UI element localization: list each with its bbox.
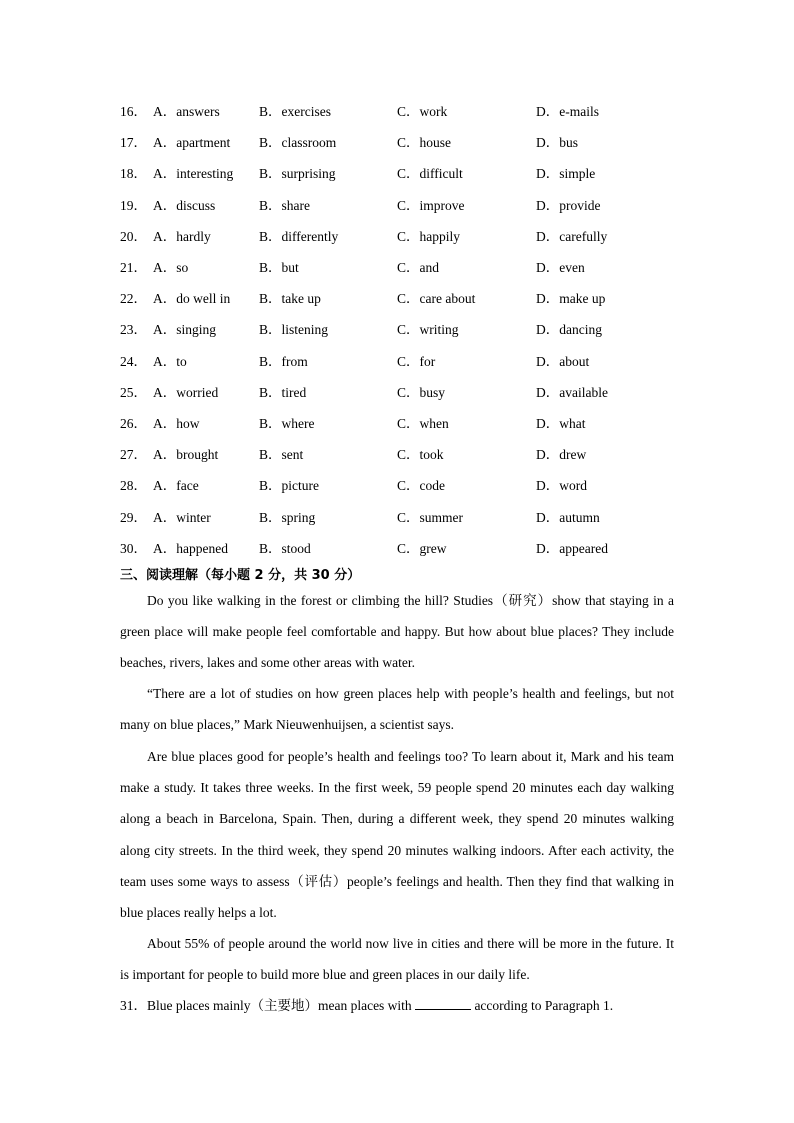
option-c[interactable]: C．work [397, 104, 448, 119]
option-c[interactable]: C．house [397, 135, 451, 151]
question-number: 24． [120, 353, 147, 369]
option-b[interactable]: B．sent [259, 447, 304, 463]
option-a[interactable]: A．happened [153, 540, 228, 556]
option-c[interactable]: C．for [397, 353, 436, 369]
option-b[interactable]: B．share [259, 197, 310, 213]
option-d[interactable]: D．e-mails [536, 104, 599, 119]
question-number: 27． [120, 447, 147, 463]
question-number: 29． [120, 509, 147, 525]
question-number: 17． [120, 135, 147, 151]
option-c[interactable]: C．when [397, 416, 449, 431]
question-number: 23． [120, 322, 147, 338]
option-c[interactable]: C．and [397, 260, 439, 275]
option-d[interactable]: D．simple [536, 166, 596, 182]
option-d[interactable]: D．even [536, 260, 585, 275]
option-b[interactable]: B．differently [259, 228, 339, 244]
option-d[interactable]: D．dancing [536, 322, 602, 338]
question-number: 22． [120, 291, 147, 307]
answer-blank[interactable] [415, 996, 471, 1010]
option-b[interactable]: B．surprising [259, 166, 336, 182]
passage-paragraph-3: Are blue places good for people’s health and feelings too? To learn about it, Mark and his team make a study. It takes three weeks. In the first week, 59 people spend 20 minutes each day walking along a beach in Barcelona, Spain. Then, during a different week, they spend 20 minutes walking along city streets. In the third week, they spend 20 minutes walking indoors. After each activity, the team uses some ways to assess（评估）people’s feelings and health. Then they find that walking in blue places really helps a lot. [120, 749, 674, 921]
question-number: 19． [120, 197, 147, 213]
option-d[interactable]: D．what [536, 416, 586, 431]
option-d[interactable]: D．provide [536, 197, 601, 213]
option-c[interactable]: C．happily [397, 228, 460, 244]
option-d[interactable]: D．word [536, 478, 587, 494]
option-a[interactable]: A．worried [153, 384, 219, 400]
option-a[interactable]: A．discuss [153, 197, 216, 213]
option-a[interactable]: A．interesting [153, 166, 234, 182]
option-b[interactable]: B．classroom [259, 135, 337, 151]
question-31-prefix: 31．Blue places mainly（主要地）mean places with [120, 998, 412, 1013]
option-d[interactable]: D．autumn [536, 509, 600, 525]
option-c[interactable]: C．took [397, 447, 444, 463]
passage-paragraph-1: Do you like walking in the forest or climbing the hill? Studies（研究）show that staying in a green place will make people feel comfortable and happy. But how about blue places? They include beaches, rivers, lakes and some other areas with water. [120, 593, 674, 671]
option-b[interactable]: B．from [259, 353, 308, 369]
option-b[interactable]: B．stood [259, 540, 311, 556]
option-c[interactable]: C．difficult [397, 166, 463, 182]
option-b[interactable]: B．take up [259, 291, 321, 307]
section-heading: 三、阅读理解（每小题 2 分，共 30 分） [120, 568, 361, 583]
question-number: 28． [120, 478, 147, 494]
question-number: 30． [120, 540, 147, 556]
option-a[interactable]: A．winter [153, 509, 211, 525]
option-b[interactable]: B．listening [259, 322, 329, 338]
question-31-suffix: according to Paragraph 1. [474, 998, 614, 1013]
passage-paragraph-2: “There are a lot of studies on how green places help with people’s health and feelings, but not many on blue places,” Mark Nieuwenhuijsen, a scientist says. [120, 686, 674, 733]
option-a[interactable]: A．singing [153, 322, 217, 338]
option-c[interactable]: C．improve [397, 197, 465, 213]
option-c[interactable]: C．writing [397, 322, 459, 338]
passage-paragraph-4: About 55% of people around the world now live in cities and there will be more in the future. It is important for people to build more blue and green places in our daily life. [120, 936, 674, 983]
question-number: 21． [120, 260, 147, 275]
option-a[interactable]: A．hardly [153, 228, 211, 244]
option-a[interactable]: A．brought [153, 447, 219, 463]
option-d[interactable]: D．make up [536, 291, 606, 307]
question-number: 25． [120, 384, 147, 400]
option-b[interactable]: B．spring [259, 509, 316, 525]
option-a[interactable]: A．do well in [153, 291, 231, 307]
option-d[interactable]: D．carefully [536, 228, 608, 244]
option-b[interactable]: B．exercises [259, 104, 331, 119]
option-b[interactable]: B．but [259, 260, 299, 275]
option-a[interactable]: A．to [153, 353, 187, 369]
question-number: 26． [120, 416, 147, 431]
option-a[interactable]: A．answers [153, 104, 220, 119]
option-b[interactable]: B．where [259, 416, 315, 431]
option-b[interactable]: B．picture [259, 478, 319, 494]
option-a[interactable]: A．apartment [153, 135, 231, 151]
option-c[interactable]: C．care about [397, 291, 476, 307]
question-number: 20． [120, 228, 147, 244]
option-d[interactable]: D．drew [536, 447, 587, 463]
option-c[interactable]: C．summer [397, 509, 463, 525]
option-d[interactable]: D．bus [536, 135, 579, 151]
option-a[interactable]: A．how [153, 416, 200, 431]
option-d[interactable]: D．appeared [536, 540, 608, 556]
option-b[interactable]: B．tired [259, 384, 307, 400]
option-c[interactable]: C．code [397, 478, 445, 494]
question-31 [120, 996, 613, 1016]
option-a[interactable]: A．so [153, 260, 189, 275]
option-d[interactable]: D．available [536, 384, 608, 400]
option-c[interactable]: C．busy [397, 384, 446, 400]
question-number: 16． [120, 104, 147, 119]
option-c[interactable]: C．grew [397, 540, 447, 556]
question-number: 18． [120, 166, 147, 182]
option-d[interactable]: D．about [536, 353, 590, 369]
option-a[interactable]: A．face [153, 478, 199, 494]
